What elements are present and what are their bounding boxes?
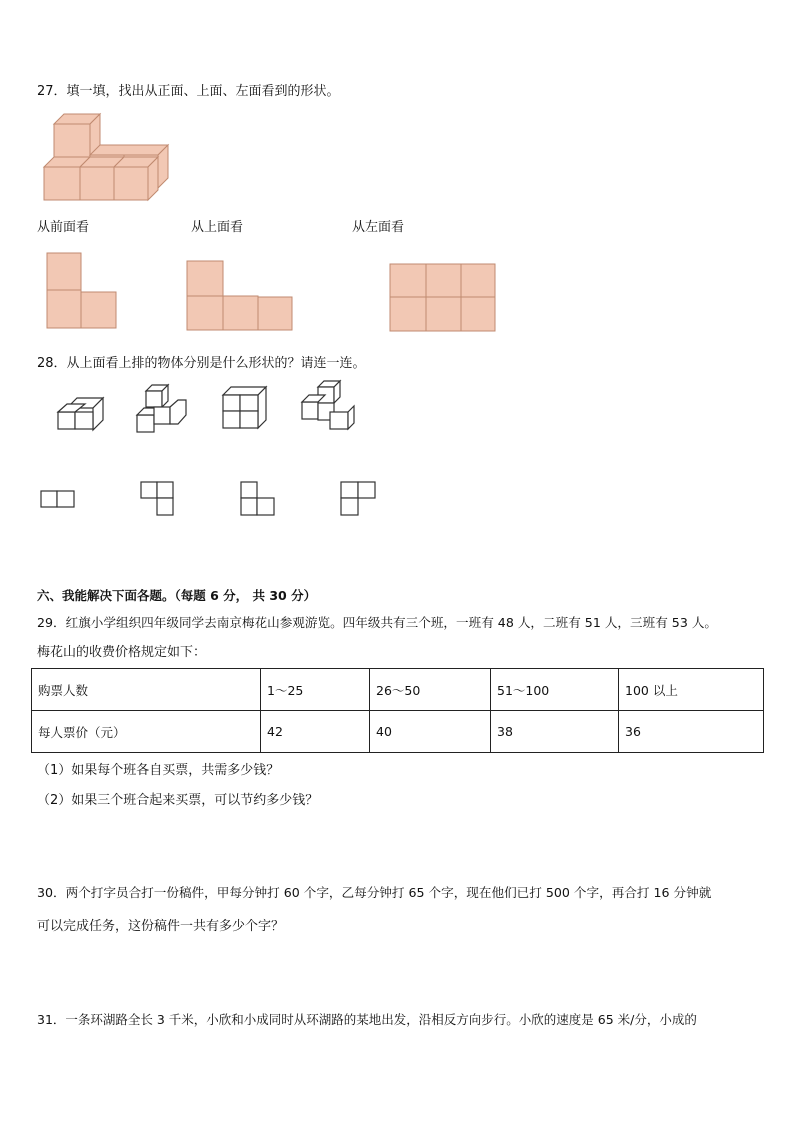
q31-line1: 31．一条环湖路全长 3 千米，小欣和小成同时从环湖路的某地出发，沿相反方向步行。小欣的速度是 65 米/分，小成的 [37,1012,697,1027]
view-label-front: 从前面看 [37,220,90,235]
q30-line2: 可以完成任务，这份稿件一共有多少个字？ [37,919,285,934]
q29-line2: 梅花山的收费价格规定如下： [37,645,207,660]
q29-line1: 29．红旗小学组织四年级同学去南京梅花山参观游览。四年级共有三个班，一班有 48 人，二班有 51 人，三班有 53 人。 [37,615,718,630]
table-cell: 51～100 [491,669,619,711]
q27-prompt: 27．填一填，找出从正面、上面、左面看到的形状。 [37,84,340,99]
table-cell: 购票人数 [32,669,261,711]
view-label-left: 从左面看 [352,220,405,235]
table-cell: 100 以上 [619,669,764,711]
q28-prompt: 28．从上面看上排的物体分别是什么形状的？请连一连。 [37,356,366,371]
table-row [32,669,764,711]
table-cell: 1～25 [261,669,370,711]
q30-line1: 30．两个打字员合打一份稿件，甲每分钟打 60 个字，乙每分钟打 65 个字，现在他们已打 500 个字，再合打 16 分钟就 [37,885,712,900]
top-shape-1 [40,490,76,510]
q29-sub1: （1）如果每个班各自买票，共需多少钱？ [37,763,280,778]
table-cell: 40 [370,711,491,753]
object-3-icon [222,386,268,434]
top-shape-3 [240,481,276,517]
object-2-icon [136,383,188,435]
table-cell: 42 [261,711,370,753]
top-view-shape [186,260,294,332]
left-view-shape [389,263,497,333]
q29-sub2: （2）如果三个班合起来买票，可以节约多少钱？ [37,793,319,808]
table-cell: 26～50 [370,669,491,711]
price-table [31,668,764,753]
object-1-icon [57,393,107,433]
table-cell: 36 [619,711,764,753]
table-row [32,711,764,753]
front-view-shape [46,252,118,330]
top-shape-4 [340,481,378,517]
object-4-icon [300,380,356,432]
q27-cube-stack-figure [44,112,174,207]
top-shape-2 [140,481,176,517]
table-cell: 每人票价（元） [32,711,261,753]
table-cell: 38 [491,711,619,753]
section-6-title: 六、我能解决下面各题。（每题 6 分， 共 30 分） [37,588,317,603]
view-label-top: 从上面看 [191,220,244,235]
